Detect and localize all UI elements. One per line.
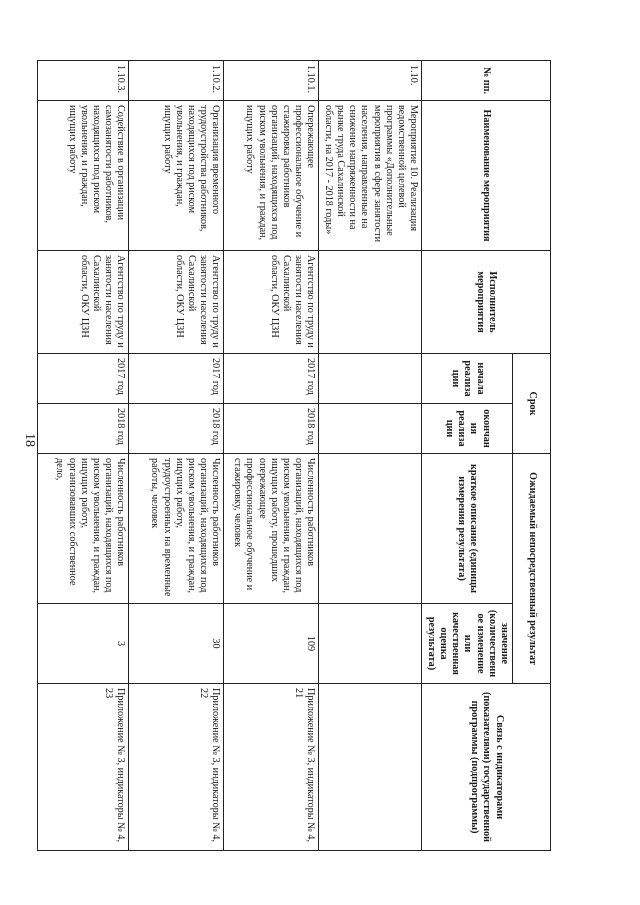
- table-header-row: [513, 61, 551, 851]
- cell-desc: [319, 454, 422, 604]
- cell-start: 2017 год: [224, 354, 319, 404]
- cell-value: 30: [129, 604, 224, 684]
- cell-num: 1.10.: [319, 61, 422, 101]
- header-num: № пп.: [422, 61, 551, 101]
- table-row: [224, 61, 319, 851]
- cell-executor: Агентство по труду и занятости населения Сахалинской области, ОКУ ЦЗН: [224, 251, 319, 354]
- cell-name: Опережающее профессиональное обучение и стажировка работников организаций, находящихся под риском увольнения, и граждан, ищущих работу: [224, 101, 319, 251]
- cell-name: Мероприятие 10. Реализация ведомственной целевой программы «Дополнительные мероприятия в сфере занятости населения, направленные на снижение напряженности на рынке труда Сахалинской области, на 2017 - 2018 годы»: [319, 101, 422, 251]
- cell-num: 1.10.3.: [38, 61, 129, 101]
- cell-link: Приложение № 3, индикаторы № 4, 21: [224, 684, 319, 851]
- header-result-value: значение (количественное изменение или качественная оценка результата): [422, 604, 513, 684]
- cell-value: 109: [224, 604, 319, 684]
- header-result-desc: краткое описание (единицы измерения результата): [422, 454, 513, 604]
- cell-start: 2017 год: [129, 354, 224, 404]
- cell-link: [319, 684, 422, 851]
- cell-start: [319, 354, 422, 404]
- program-activities-table: [37, 60, 551, 851]
- cell-end: 2018 год: [129, 404, 224, 454]
- table-row: [129, 61, 224, 851]
- cell-desc: Численность работников организаций, находящихся под риском увольнения, и граждан, ищущих работу, трудоустроенных на временные работы, человек: [129, 454, 224, 604]
- cell-end: 2018 год: [224, 404, 319, 454]
- cell-desc: Численность работников организаций, находящихся под риском увольнения, и граждан, ищущих работу, прошедших опережающее профессиональное обучение и стажировку, человек: [224, 454, 319, 604]
- cell-name: Содействие в организации самозанятости работников, находящихся под риском увольнения, и граждан, ищущих работу: [38, 101, 129, 251]
- cell-start: 2017 год: [38, 354, 129, 404]
- cell-desc: Численность работников организаций, находящихся под риском увольнения, и граждан, ищущих работу, организовавших собственное дело,: [38, 454, 129, 604]
- header-name: Наименование мероприятия: [422, 101, 551, 251]
- table-row: [38, 61, 129, 851]
- cell-executor: [319, 251, 422, 354]
- header-executor: Исполнитель мероприятия: [422, 251, 551, 354]
- cell-num: 1.10.1.: [224, 61, 319, 101]
- cell-name: Организация временного трудоустройства работников, находящихся под риском увольнения, и граждан, ищущих работу: [129, 101, 224, 251]
- header-term: Срок: [513, 354, 551, 454]
- cell-value: [319, 604, 422, 684]
- header-result: Ожидаемый непосредственный результат: [513, 454, 551, 684]
- cell-end: 2018 год: [38, 404, 129, 454]
- program-table-frame: [54, 60, 551, 850]
- header-term-start: начала реализации: [422, 354, 513, 404]
- table-row: [319, 61, 422, 851]
- cell-num: 1.10.2.: [129, 61, 224, 101]
- header-link: Связь с индикаторами (показателями) государственной программы (подпрограммы): [422, 684, 551, 851]
- cell-executor: Агентство по труду и занятости населения Сахалинской области, ОКУ ЦЗН: [38, 251, 129, 354]
- cell-end: [319, 404, 422, 454]
- cell-link: Приложение № 3, индикаторы № 4, 23: [38, 684, 129, 851]
- page-number: 18: [22, 433, 37, 447]
- cell-executor: Агентство по труду и занятости населения Сахалинской области, ОКУ ЦЗН: [129, 251, 224, 354]
- cell-link: Приложение № 3, индикаторы № 4, 22: [129, 684, 224, 851]
- cell-value: 3: [38, 604, 129, 684]
- header-term-end: окончания реализации: [422, 404, 513, 454]
